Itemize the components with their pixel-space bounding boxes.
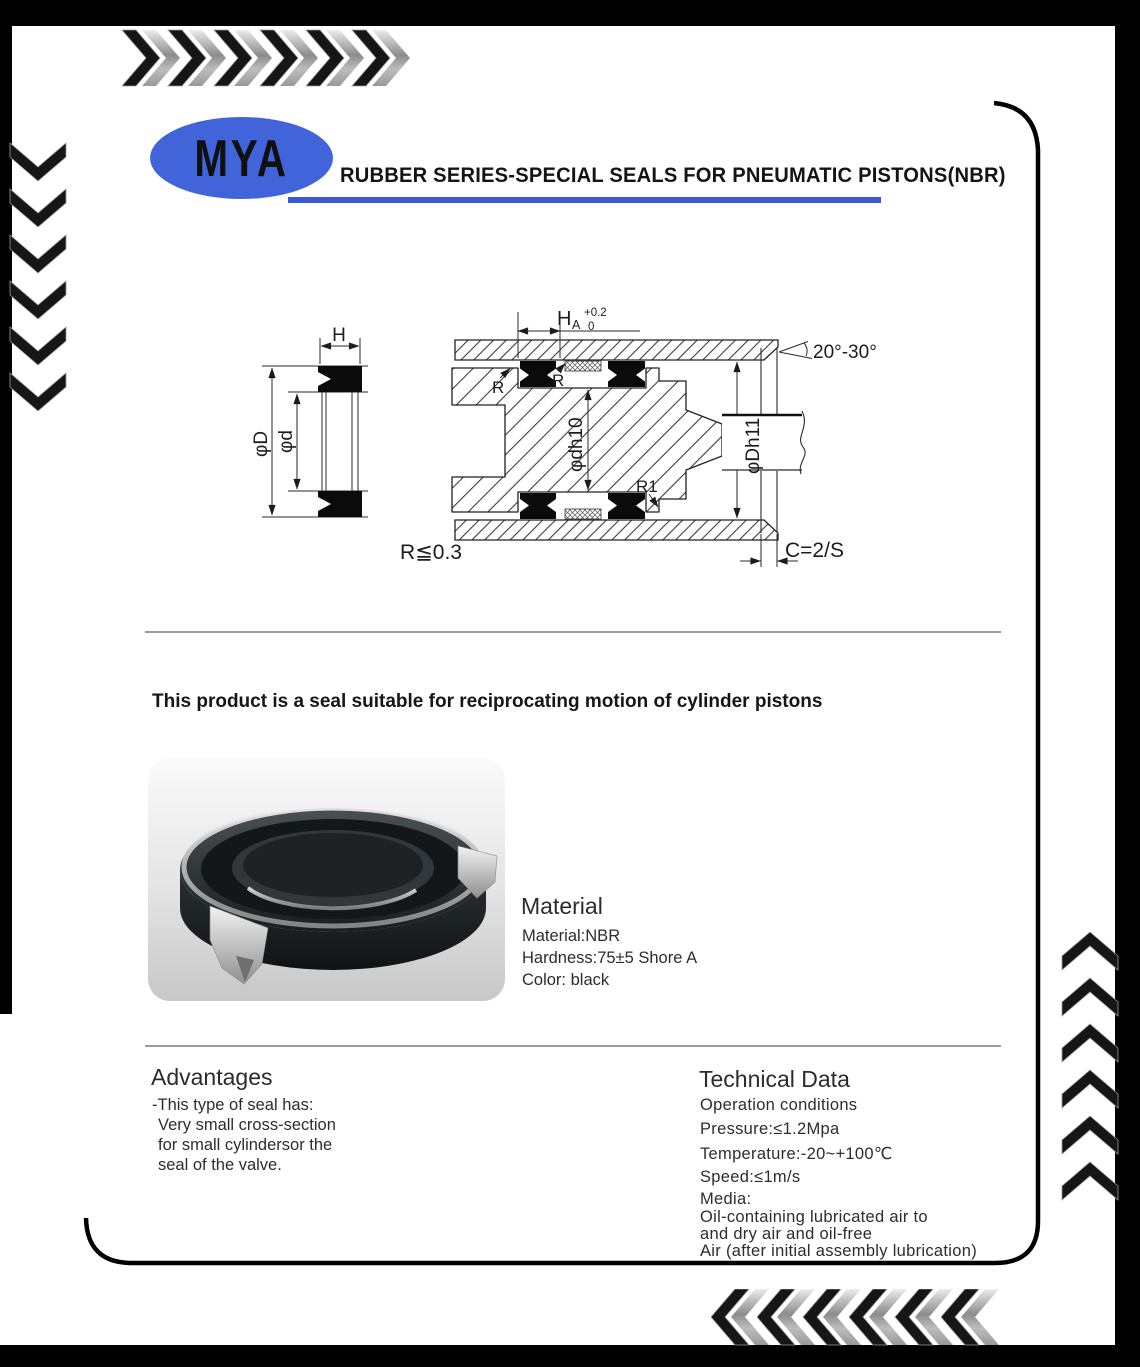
leader-R2 xyxy=(558,364,565,372)
technical-heading: Technical Data xyxy=(699,1066,850,1092)
technical-line: Oil-containing lubricated air to xyxy=(700,1208,928,1226)
chevron-strip-right xyxy=(1061,932,1119,1204)
material-heading: Material xyxy=(521,893,603,919)
label-H: H xyxy=(332,325,346,346)
label-HA-tol-lower: 0 xyxy=(588,321,595,333)
chevron-strip-left xyxy=(9,143,67,415)
chevron-strip-top xyxy=(122,29,422,87)
chamfer-angle-leader xyxy=(779,342,812,359)
seal-profile-bottom xyxy=(318,491,362,517)
page-title: RUBBER SERIES-SPECIAL SEALS FOR PNEUMATIC PISTONS(NBR) xyxy=(340,164,1006,187)
label-HA: H xyxy=(557,308,572,330)
material-item: Hardness:75±5 Shore A xyxy=(522,949,698,967)
installation-view xyxy=(452,307,877,567)
advantages-line: -This type of seal has: xyxy=(152,1096,314,1114)
technical-drawing xyxy=(240,295,1020,580)
product-photo xyxy=(148,758,505,1001)
material-item: Color: black xyxy=(522,971,610,989)
label-R-right: R xyxy=(552,371,565,390)
seal-bottom-left xyxy=(520,493,556,519)
seal-side-view xyxy=(251,325,462,564)
seal-render xyxy=(148,758,505,1001)
advantages-line: Very small cross-section xyxy=(158,1116,336,1134)
divider-bottom xyxy=(145,1045,1001,1047)
advantages-line: seal of the valve. xyxy=(158,1156,282,1174)
label-r-max: R≦0.3 xyxy=(400,541,462,564)
technical-line: Air (after initial assembly lubrication) xyxy=(700,1242,978,1260)
divider-top xyxy=(145,631,1001,633)
technical-line: Media: xyxy=(700,1190,752,1208)
brand-logo xyxy=(150,117,333,199)
label-phiD: φD xyxy=(251,430,272,457)
seal-insert-top xyxy=(565,361,601,371)
seal-top-right xyxy=(608,361,645,387)
brand-logo-text: MYA xyxy=(194,128,289,188)
technical-line: and dry air and oil-free xyxy=(700,1225,873,1243)
label-C: C=2/S xyxy=(785,539,844,562)
product-description: This product is a seal suitable for reciprocating motion of cylinder pistons xyxy=(152,691,823,712)
advantages-heading: Advantages xyxy=(151,1064,273,1090)
label-Dh11: φDh11 xyxy=(743,417,764,474)
cylinder-wall-top xyxy=(455,340,778,360)
technical-line: Pressure:≤1.2Mpa xyxy=(700,1120,840,1138)
label-angle: 20°-30° xyxy=(813,342,877,363)
seal-profile-top xyxy=(318,366,362,392)
label-HA-tol-upper: +0.2 xyxy=(584,307,607,319)
chevron-up-icons xyxy=(1062,932,1118,1200)
technical-line: Operation conditions xyxy=(700,1096,858,1114)
technical-line: Speed:≤1m/s xyxy=(700,1168,801,1186)
chevron-down-icons xyxy=(10,143,66,411)
label-HA-sub: A xyxy=(572,318,581,332)
technical-line: Temperature:-20~+100℃ xyxy=(700,1145,893,1163)
label-dh10: φdh10 xyxy=(566,417,587,472)
label-phid: φd xyxy=(276,430,297,453)
seal-bottom-right xyxy=(608,493,645,519)
chevron-strip-bottom xyxy=(711,1289,1011,1347)
advantages-line: for small cylindersor the xyxy=(158,1136,333,1154)
material-item: Material:NBR xyxy=(522,927,621,945)
seal-insert-bottom xyxy=(565,509,601,519)
cylinder-wall-bottom xyxy=(455,520,778,540)
seal-top-left xyxy=(520,361,556,387)
label-R1: R1 xyxy=(636,477,658,496)
label-R-left: R xyxy=(492,378,505,397)
title-underline xyxy=(288,197,881,203)
